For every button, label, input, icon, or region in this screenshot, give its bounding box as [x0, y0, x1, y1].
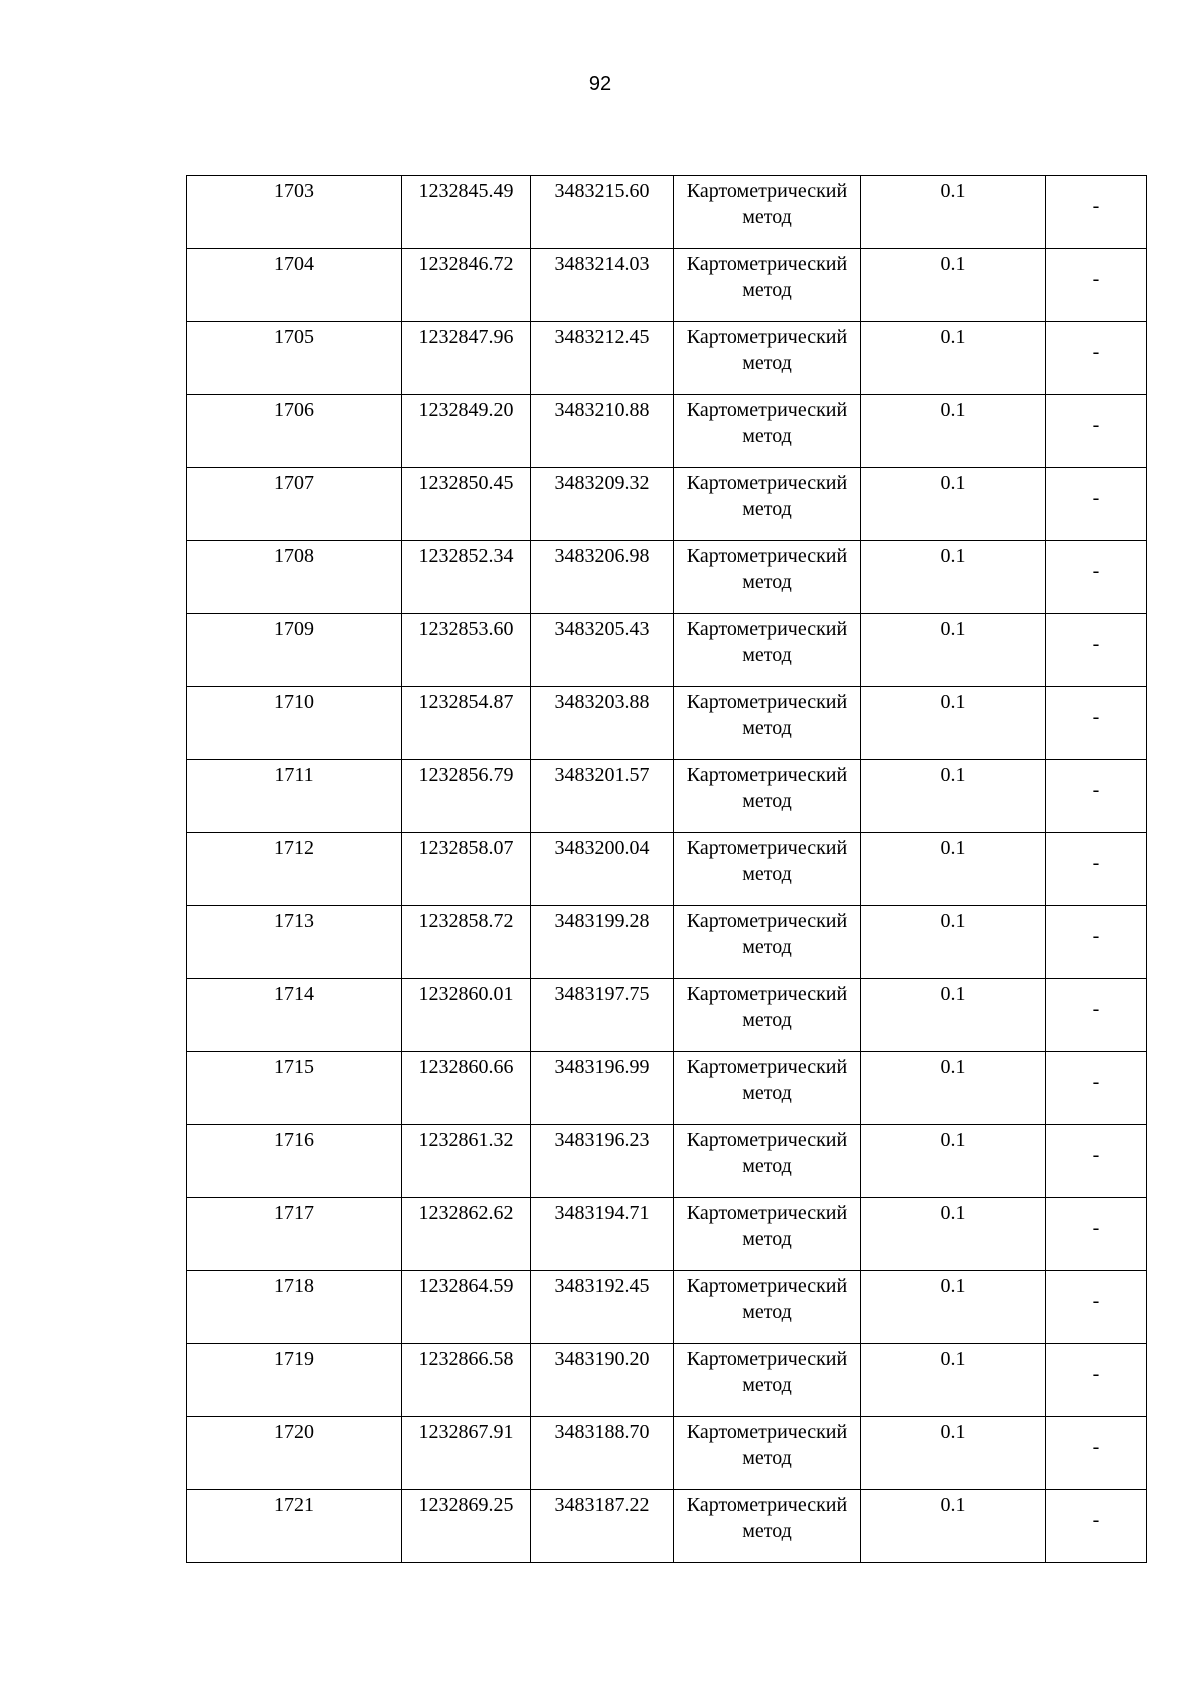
- point-number-value: 1721: [274, 1494, 314, 1516]
- accuracy-value: 0.1: [940, 1202, 966, 1224]
- method-label-line2: метод: [742, 498, 792, 520]
- method-cell: [674, 760, 861, 833]
- accuracy-value: 0.1: [940, 983, 966, 1005]
- x-coordinate-value: 1232858.07: [418, 837, 514, 859]
- method-cell: [674, 1198, 861, 1271]
- note-value: -: [1092, 1363, 1100, 1385]
- accuracy-cell: [861, 906, 1046, 979]
- point-number-cell: [187, 1125, 402, 1198]
- method-cell: [674, 1344, 861, 1417]
- note-cell: [1046, 687, 1147, 760]
- method-label-line1: Картометрический: [686, 545, 848, 567]
- accuracy-cell: [861, 760, 1046, 833]
- method-label-line1: Картометрический: [686, 983, 848, 1005]
- point-number-value: 1720: [274, 1421, 314, 1443]
- note-cell: [1046, 1125, 1147, 1198]
- point-number-cell: [187, 176, 402, 249]
- x-coordinate-value: 1232856.79: [418, 764, 514, 786]
- method-cell: [674, 322, 861, 395]
- method-label-line1: Картометрический: [686, 180, 848, 202]
- note-value: -: [1092, 487, 1100, 509]
- y-coordinate-value: 3483205.43: [554, 618, 650, 640]
- method-label-line2: метод: [742, 1082, 792, 1104]
- accuracy-cell: [861, 614, 1046, 687]
- point-number-cell: [187, 541, 402, 614]
- method-label-line1: Картометрический: [686, 837, 848, 859]
- method-cell: [674, 395, 861, 468]
- x-coordinate-value: 1232864.59: [418, 1275, 514, 1297]
- table-row: [187, 1271, 1147, 1344]
- table-row: [187, 1052, 1147, 1125]
- note-value: -: [1092, 1217, 1100, 1239]
- x-coordinate-value: 1232846.72: [418, 253, 514, 275]
- y-coordinate-value: 3483209.32: [554, 472, 650, 494]
- method-label-line1: Картометрический: [686, 399, 848, 421]
- y-coordinate-value: 3483215.60: [554, 180, 650, 202]
- note-cell: [1046, 1490, 1147, 1563]
- table-row: [187, 760, 1147, 833]
- x-coordinate-value: 1232847.96: [418, 326, 514, 348]
- note-value: -: [1092, 1509, 1100, 1531]
- accuracy-value: 0.1: [940, 1421, 966, 1443]
- x-coordinate-value: 1232862.62: [418, 1202, 514, 1224]
- table-row: [187, 833, 1147, 906]
- note-value: -: [1092, 414, 1100, 436]
- y-coordinate-value: 3483188.70: [554, 1421, 650, 1443]
- method-label-line2: метод: [742, 352, 792, 374]
- point-number-value: 1716: [274, 1129, 314, 1151]
- accuracy-cell: [861, 541, 1046, 614]
- note-value: -: [1092, 633, 1100, 655]
- table-row: [187, 1125, 1147, 1198]
- method-cell: [674, 979, 861, 1052]
- y-coordinate-cell: [531, 541, 674, 614]
- method-label-line2: метод: [742, 279, 792, 301]
- x-coordinate-cell: [402, 1344, 531, 1417]
- point-number-cell: [187, 1490, 402, 1563]
- method-cell: [674, 833, 861, 906]
- x-coordinate-cell: [402, 614, 531, 687]
- table-row: [187, 249, 1147, 322]
- accuracy-cell: [861, 979, 1046, 1052]
- method-label-line1: Картометрический: [686, 910, 848, 932]
- method-label-line1: Картометрический: [686, 326, 848, 348]
- x-coordinate-cell: [402, 468, 531, 541]
- note-value: -: [1092, 852, 1100, 874]
- x-coordinate-value: 1232860.01: [418, 983, 514, 1005]
- x-coordinate-cell: [402, 833, 531, 906]
- x-coordinate-value: 1232866.58: [418, 1348, 514, 1370]
- y-coordinate-cell: [531, 468, 674, 541]
- x-coordinate-value: 1232861.32: [418, 1129, 514, 1151]
- x-coordinate-cell: [402, 760, 531, 833]
- method-label-line1: Картометрический: [686, 1202, 848, 1224]
- note-value: -: [1092, 925, 1100, 947]
- point-number-cell: [187, 395, 402, 468]
- accuracy-cell: [861, 468, 1046, 541]
- note-cell: [1046, 322, 1147, 395]
- x-coordinate-value: 1232867.91: [418, 1421, 514, 1443]
- note-cell: [1046, 1052, 1147, 1125]
- y-coordinate-value: 3483200.04: [554, 837, 650, 859]
- method-label-line1: Картометрический: [686, 1275, 848, 1297]
- note-cell: [1046, 1271, 1147, 1344]
- method-label-line1: Картометрический: [686, 1056, 848, 1078]
- x-coordinate-cell: [402, 1271, 531, 1344]
- y-coordinate-value: 3483199.28: [554, 910, 650, 932]
- point-number-value: 1708: [274, 545, 314, 567]
- x-coordinate-value: 1232860.66: [418, 1056, 514, 1078]
- method-cell: [674, 1490, 861, 1563]
- point-number-cell: [187, 1271, 402, 1344]
- accuracy-value: 0.1: [940, 1348, 966, 1370]
- y-coordinate-cell: [531, 1052, 674, 1125]
- note-value: -: [1092, 1071, 1100, 1093]
- accuracy-value: 0.1: [940, 180, 966, 202]
- y-coordinate-value: 3483203.88: [554, 691, 650, 713]
- note-value: -: [1092, 195, 1100, 217]
- method-cell: [674, 1125, 861, 1198]
- x-coordinate-cell: [402, 1490, 531, 1563]
- x-coordinate-value: 1232850.45: [418, 472, 514, 494]
- note-value: -: [1092, 779, 1100, 801]
- y-coordinate-value: 3483197.75: [554, 983, 650, 1005]
- x-coordinate-cell: [402, 979, 531, 1052]
- method-cell: [674, 176, 861, 249]
- point-number-value: 1709: [274, 618, 314, 640]
- coordinates-table-body: [187, 176, 1147, 1563]
- note-cell: [1046, 906, 1147, 979]
- note-cell: [1046, 614, 1147, 687]
- accuracy-cell: [861, 833, 1046, 906]
- y-coordinate-value: 3483194.71: [554, 1202, 650, 1224]
- point-number-value: 1707: [274, 472, 314, 494]
- x-coordinate-cell: [402, 1417, 531, 1490]
- note-cell: [1046, 833, 1147, 906]
- y-coordinate-cell: [531, 1271, 674, 1344]
- note-value: -: [1092, 706, 1100, 728]
- x-coordinate-value: 1232858.72: [418, 910, 514, 932]
- y-coordinate-value: 3483187.22: [554, 1494, 650, 1516]
- y-coordinate-cell: [531, 1490, 674, 1563]
- point-number-value: 1711: [274, 764, 314, 786]
- note-value: -: [1092, 1290, 1100, 1312]
- accuracy-cell: [861, 1271, 1046, 1344]
- accuracy-value: 0.1: [940, 472, 966, 494]
- y-coordinate-cell: [531, 1125, 674, 1198]
- x-coordinate-value: 1232854.87: [418, 691, 514, 713]
- method-label-line2: метод: [742, 644, 792, 666]
- method-label-line1: Картометрический: [686, 1129, 848, 1151]
- method-cell: [674, 906, 861, 979]
- point-number-cell: [187, 249, 402, 322]
- point-number-value: 1715: [274, 1056, 314, 1078]
- accuracy-value: 0.1: [940, 1275, 966, 1297]
- x-coordinate-cell: [402, 687, 531, 760]
- accuracy-cell: [861, 1490, 1046, 1563]
- table-row: [187, 1344, 1147, 1417]
- method-label-line1: Картометрический: [686, 1421, 848, 1443]
- y-coordinate-cell: [531, 906, 674, 979]
- x-coordinate-cell: [402, 906, 531, 979]
- y-coordinate-cell: [531, 1344, 674, 1417]
- x-coordinate-cell: [402, 395, 531, 468]
- accuracy-cell: [861, 322, 1046, 395]
- accuracy-value: 0.1: [940, 545, 966, 567]
- point-number-value: 1714: [274, 983, 314, 1005]
- point-number-cell: [187, 1417, 402, 1490]
- accuracy-value: 0.1: [940, 691, 966, 713]
- note-value: -: [1092, 341, 1100, 363]
- y-coordinate-value: 3483192.45: [554, 1275, 650, 1297]
- method-label-line2: метод: [742, 1301, 792, 1323]
- method-label-line1: Картометрический: [686, 253, 848, 275]
- note-cell: [1046, 176, 1147, 249]
- x-coordinate-value: 1232845.49: [418, 180, 514, 202]
- point-number-value: 1703: [274, 180, 314, 202]
- accuracy-cell: [861, 1125, 1046, 1198]
- y-coordinate-value: 3483196.23: [554, 1129, 650, 1151]
- x-coordinate-cell: [402, 322, 531, 395]
- point-number-cell: [187, 833, 402, 906]
- note-cell: [1046, 541, 1147, 614]
- accuracy-value: 0.1: [940, 764, 966, 786]
- y-coordinate-cell: [531, 614, 674, 687]
- accuracy-cell: [861, 1417, 1046, 1490]
- note-cell: [1046, 1198, 1147, 1271]
- y-coordinate-cell: [531, 1198, 674, 1271]
- x-coordinate-cell: [402, 1125, 531, 1198]
- point-number-value: 1713: [274, 910, 314, 932]
- table-row: [187, 979, 1147, 1052]
- x-coordinate-cell: [402, 176, 531, 249]
- accuracy-cell: [861, 395, 1046, 468]
- method-label-line2: метод: [742, 936, 792, 958]
- method-label-line2: метод: [742, 1447, 792, 1469]
- method-label-line2: метод: [742, 571, 792, 593]
- note-cell: [1046, 760, 1147, 833]
- x-coordinate-value: 1232869.25: [418, 1494, 514, 1516]
- y-coordinate-value: 3483206.98: [554, 545, 650, 567]
- method-cell: [674, 614, 861, 687]
- table-row: [187, 614, 1147, 687]
- coordinates-table: [186, 175, 1147, 1563]
- point-number-cell: [187, 687, 402, 760]
- y-coordinate-cell: [531, 1417, 674, 1490]
- method-cell: [674, 1052, 861, 1125]
- x-coordinate-value: 1232852.34: [418, 545, 514, 567]
- point-number-value: 1706: [274, 399, 314, 421]
- method-cell: [674, 687, 861, 760]
- point-number-cell: [187, 979, 402, 1052]
- y-coordinate-value: 3483196.99: [554, 1056, 650, 1078]
- accuracy-value: 0.1: [940, 1494, 966, 1516]
- method-cell: [674, 249, 861, 322]
- table-row: [187, 1417, 1147, 1490]
- point-number-cell: [187, 760, 402, 833]
- note-cell: [1046, 1417, 1147, 1490]
- method-label-line2: метод: [742, 206, 792, 228]
- point-number-cell: [187, 1344, 402, 1417]
- y-coordinate-cell: [531, 687, 674, 760]
- method-label-line2: метод: [742, 1520, 792, 1542]
- note-value: -: [1092, 1144, 1100, 1166]
- point-number-cell: [187, 906, 402, 979]
- x-coordinate-cell: [402, 249, 531, 322]
- x-coordinate-value: 1232853.60: [418, 618, 514, 640]
- method-label-line1: Картометрический: [686, 691, 848, 713]
- y-coordinate-cell: [531, 322, 674, 395]
- x-coordinate-cell: [402, 1052, 531, 1125]
- y-coordinate-cell: [531, 760, 674, 833]
- table-row: [187, 176, 1147, 249]
- x-coordinate-cell: [402, 1198, 531, 1271]
- point-number-cell: [187, 1198, 402, 1271]
- method-cell: [674, 541, 861, 614]
- y-coordinate-cell: [531, 176, 674, 249]
- accuracy-cell: [861, 176, 1046, 249]
- accuracy-value: 0.1: [940, 1129, 966, 1151]
- accuracy-value: 0.1: [940, 910, 966, 932]
- table-row: [187, 322, 1147, 395]
- table-row: [187, 1490, 1147, 1563]
- note-cell: [1046, 468, 1147, 541]
- point-number-cell: [187, 614, 402, 687]
- note-value: -: [1092, 1436, 1100, 1458]
- note-cell: [1046, 1344, 1147, 1417]
- point-number-value: 1710: [274, 691, 314, 713]
- note-cell: [1046, 249, 1147, 322]
- table-row: [187, 468, 1147, 541]
- method-label-line1: Картометрический: [686, 472, 848, 494]
- point-number-value: 1704: [274, 253, 314, 275]
- method-label-line2: метод: [742, 863, 792, 885]
- method-label-line1: Картометрический: [686, 764, 848, 786]
- method-cell: [674, 468, 861, 541]
- y-coordinate-value: 3483210.88: [554, 399, 650, 421]
- method-cell: [674, 1417, 861, 1490]
- x-coordinate-value: 1232849.20: [418, 399, 514, 421]
- method-label-line1: Картометрический: [686, 1348, 848, 1370]
- accuracy-cell: [861, 249, 1046, 322]
- method-label-line2: метод: [742, 1228, 792, 1250]
- accuracy-cell: [861, 1344, 1046, 1417]
- point-number-cell: [187, 468, 402, 541]
- y-coordinate-cell: [531, 833, 674, 906]
- table-row: [187, 541, 1147, 614]
- method-cell: [674, 1271, 861, 1344]
- y-coordinate-cell: [531, 395, 674, 468]
- point-number-value: 1718: [274, 1275, 314, 1297]
- note-cell: [1046, 979, 1147, 1052]
- point-number-value: 1717: [274, 1202, 314, 1224]
- point-number-value: 1719: [274, 1348, 314, 1370]
- method-label-line2: метод: [742, 1155, 792, 1177]
- point-number-cell: [187, 322, 402, 395]
- method-label-line2: метод: [742, 1374, 792, 1396]
- accuracy-value: 0.1: [940, 1056, 966, 1078]
- table-row: [187, 906, 1147, 979]
- y-coordinate-cell: [531, 249, 674, 322]
- method-label-line2: метод: [742, 1009, 792, 1031]
- accuracy-value: 0.1: [940, 326, 966, 348]
- accuracy-cell: [861, 687, 1046, 760]
- method-label-line2: метод: [742, 425, 792, 447]
- note-value: -: [1092, 998, 1100, 1020]
- accuracy-value: 0.1: [940, 618, 966, 640]
- accuracy-value: 0.1: [940, 399, 966, 421]
- y-coordinate-value: 3483190.20: [554, 1348, 650, 1370]
- table-row: [187, 687, 1147, 760]
- method-label-line2: метод: [742, 717, 792, 739]
- x-coordinate-cell: [402, 541, 531, 614]
- point-number-value: 1712: [274, 837, 314, 859]
- method-label-line1: Картометрический: [686, 1494, 848, 1516]
- accuracy-value: 0.1: [940, 837, 966, 859]
- y-coordinate-value: 3483214.03: [554, 253, 650, 275]
- y-coordinate-cell: [531, 979, 674, 1052]
- accuracy-cell: [861, 1052, 1046, 1125]
- page-number: 92: [588, 73, 612, 95]
- point-number-cell: [187, 1052, 402, 1125]
- y-coordinate-value: 3483212.45: [554, 326, 650, 348]
- accuracy-value: 0.1: [940, 253, 966, 275]
- method-label-line2: метод: [742, 790, 792, 812]
- method-label-line1: Картометрический: [686, 618, 848, 640]
- table-row: [187, 395, 1147, 468]
- accuracy-cell: [861, 1198, 1046, 1271]
- table-row: [187, 1198, 1147, 1271]
- note-value: -: [1092, 560, 1100, 582]
- note-cell: [1046, 395, 1147, 468]
- note-value: -: [1092, 268, 1100, 290]
- y-coordinate-value: 3483201.57: [554, 764, 650, 786]
- point-number-value: 1705: [274, 326, 314, 348]
